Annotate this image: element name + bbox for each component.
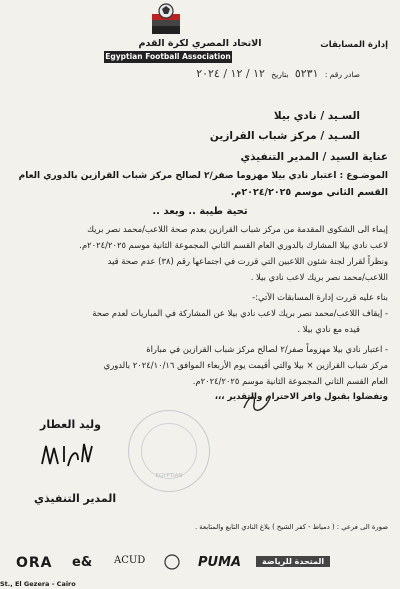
- sponsor-puma: PUMA: [198, 555, 242, 570]
- sponsor-acud: ACUD: [114, 555, 146, 566]
- stamp-inner-ring: [141, 423, 197, 479]
- paragraph-line: إيماء الى الشكوى المقدمة من مركز شباب القرازين بعدم صحة اللاعب/محمد نصر بريك: [87, 224, 388, 234]
- recipient-3: عناية السيد / المدير التنفيذي: [240, 151, 388, 163]
- reference-line: [192, 67, 360, 80]
- paragraph-line: مركز شباب القرازين × بيلا والتي أقيمت يوم الأربعاء الموافق ٢٠٢٤/١٠/١٦ بالدوري: [103, 360, 388, 370]
- paragraph-line: بناء عليه قررت إدارة المسابقات الآتي:-: [252, 292, 388, 302]
- date-label: بتاريخ: [271, 70, 289, 79]
- recipient-2: السـيد / مركز شباب القرازين: [209, 130, 360, 142]
- greeting: تحية طيبة .. وبعد ..: [152, 206, 248, 217]
- ref-number: ٥٢٣١: [294, 67, 319, 80]
- paragraph-line: اللاعب/محمد نصر بريك لاعب نادي بيلا .: [250, 272, 388, 282]
- paragraph-line: - إيقاف اللاعب/محمد نصر بريك لاعب نادي بيلا عن المشاركة في المباريات لعدم صحة: [92, 308, 388, 318]
- paragraph-line: العام القسم الثاني المجموعة الثانية موسم ٢٠٢٤/٢٠٢٥م.: [192, 376, 388, 386]
- subject-text: اعتبار نادي بيلا مهزوما صفر/٢ لصالح مركز شباب القرازين بالدوري العام: [18, 171, 337, 181]
- org-name-ar: الاتحاد المصري لكرة القدم: [138, 38, 262, 49]
- sponsors-bar: [0, 549, 400, 577]
- date-value: ١٢ / ١٢ / ٢٠٢٤: [196, 67, 265, 80]
- sponsor-eand: e&: [72, 555, 93, 570]
- paragraph-line: ونظراً لقرار لجنة شئون اللاعبين التي قررت في اجتماعها رقم (٣٨) عدم صحة قيد: [107, 256, 388, 266]
- sponsor-ora: ORA: [16, 555, 53, 571]
- signature: [38, 438, 98, 472]
- sponsor-emblem-icon: [160, 553, 184, 571]
- org-name-en: Egyptian Football Association: [105, 52, 231, 61]
- signatory-title: المدير التنفيذي: [34, 492, 117, 505]
- efa-logo: [146, 2, 186, 36]
- department-label: إدارة المسابقات: [320, 40, 388, 50]
- stamp-text: EGYPTIAN: [155, 473, 183, 479]
- initial-mark: [240, 392, 274, 414]
- paragraph-line: لاعب نادي بيلا المشارك بالدوري العام القسم الثاني المجموعة الثانية موسم ٢٠٢٤/٢٠٢٥م.: [79, 240, 388, 250]
- subject-label: الموضـوع :: [339, 171, 388, 181]
- subject-line-2: القسم الثاني موسم ٢٠٢٤/٢٠٢٥م.: [230, 187, 388, 198]
- recipient-1: السـيد / نادي بيلا: [273, 110, 360, 122]
- copies-note: صورة الى فرعي : ( دمياط - كفر الشيخ ) يلاغ النادي التابع والمتابعة .: [194, 523, 388, 531]
- closing: وتفضلوا بقبول وافر الاحترام والتقدير ،،،: [214, 392, 388, 402]
- paragraph-line: قيده مع نادي بيلا .: [297, 324, 360, 334]
- paragraph-line: - اعتبار نادي بيلا مهزوماً صفر/٢ لصالح مركز شباب القرازين في مباراة: [146, 344, 388, 354]
- sponsor-united-sports: المتحدة للرياضة: [256, 556, 330, 567]
- ref-label: صادر رقم :: [324, 70, 360, 79]
- official-stamp: [128, 410, 210, 492]
- footer-address: St., El Gezera - Cairo: [0, 580, 76, 588]
- signatory-name: وليد العطار: [40, 418, 101, 431]
- subject-line: [19, 171, 388, 181]
